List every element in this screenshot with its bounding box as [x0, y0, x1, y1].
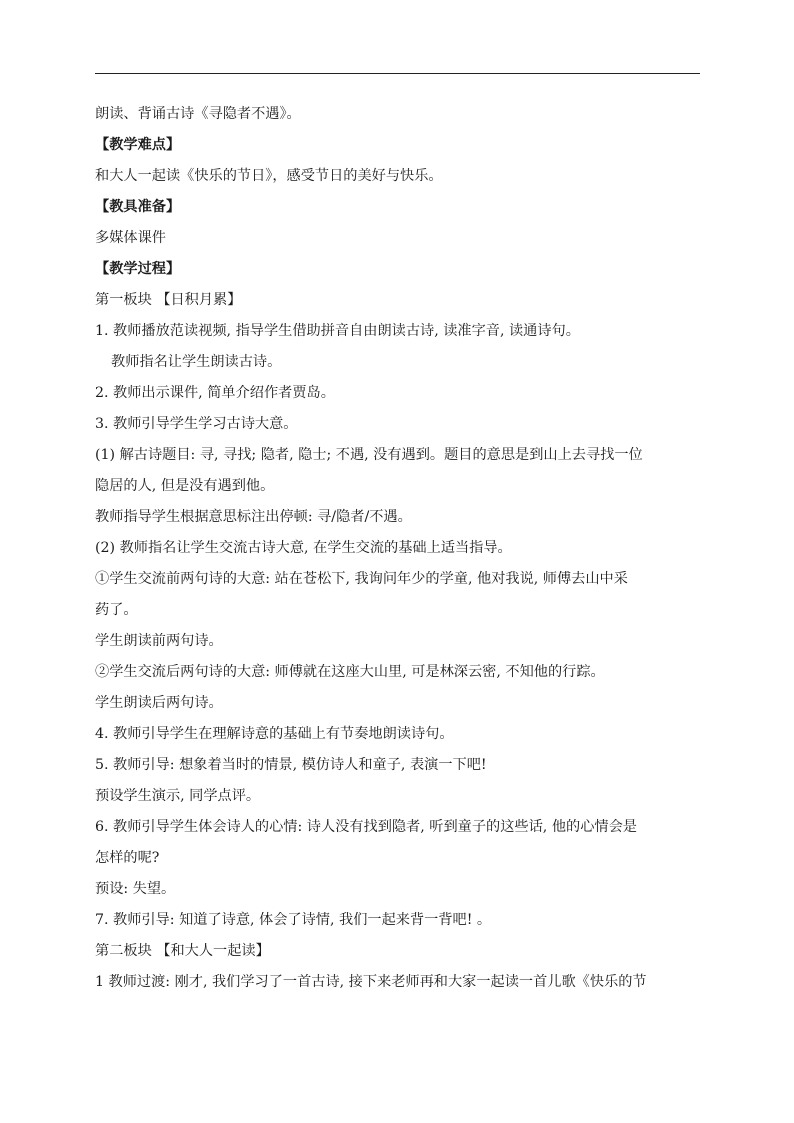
text-line: 1 教师过渡: 刚才, 我们学习了一首古诗, 接下来老师再和大家一起读一首儿歌《快乐的节	[95, 974, 647, 990]
text-line: 隐居的人, 但是没有遇到他。	[95, 478, 275, 494]
text-line: 多媒体课件	[95, 230, 166, 246]
text-line: (2) 教师指名让学生交流古诗大意, 在学生交流的基础上适当指导。	[95, 540, 512, 556]
text-line: 2. 教师出示课件, 简单介绍作者贾岛。	[95, 385, 335, 401]
text-line: 1. 教师播放范读视频, 指导学生借助拼音自由朗读古诗, 读准字音, 读通诗句。	[95, 323, 580, 339]
block-heading-second: 第二板块 【和大人一起读】	[95, 943, 270, 959]
text-line: 教师指名让学生朗读古诗。	[111, 354, 282, 370]
text-line: 学生朗读后两句诗。	[95, 695, 223, 711]
block-heading-first: 第一板块 【日积月累】	[95, 292, 242, 308]
text-line: 学生朗读前两句诗。	[95, 633, 223, 649]
text-line: 朗读、背诵古诗《寻隐者不遇》。	[95, 106, 301, 122]
text-line: ①学生交流前两句诗的大意: 站在苍松下, 我询问年少的学童, 他对我说, 师傅去山中采	[95, 571, 628, 587]
text-line: 7. 教师引导: 知道了诗意, 体会了诗情, 我们一起来背一背吧! 。	[95, 912, 492, 928]
text-line: ②学生交流后两句诗的大意: 师傅就在这座大山里, 可是林深云密, 不知他的行踪。	[95, 664, 605, 680]
text-line: (1) 解古诗题目: 寻, 寻找; 隐者, 隐士; 不遇, 没有遇到。题目的意思是到山上去寻找一位	[95, 447, 643, 463]
text-line: 4. 教师引导学生在理解诗意的基础上有节奏地朗读诗句。	[95, 726, 454, 742]
text-line: 预设学生演示, 同学点评。	[95, 788, 261, 804]
header-rule	[95, 73, 700, 74]
text-line: 3. 教师引导学生学习古诗大意。	[95, 416, 298, 432]
text-line: 5. 教师引导: 想象着当时的情景, 模仿诗人和童子, 表演一下吧!	[95, 757, 487, 773]
section-heading-materials: 【教具准备】	[95, 199, 181, 215]
text-line: 预设: 失望。	[95, 881, 176, 897]
text-line: 药了。	[95, 602, 138, 618]
text-line: 教师指导学生根据意思标注出停顿: 寻/隐者/不遇。	[95, 509, 412, 525]
section-heading-difficulty: 【教学难点】	[95, 137, 181, 153]
text-line: 6. 教师引导学生体会诗人的心情: 诗人没有找到隐者, 听到童子的这些话, 他的心情会是	[95, 819, 637, 835]
text-line: 和大人一起读《快乐的节日》，感受节日的美好与快乐。	[95, 168, 443, 184]
text-line: 怎样的呢?	[95, 850, 160, 866]
document-body	[95, 99, 702, 998]
section-heading-process: 【教学过程】	[95, 261, 181, 277]
